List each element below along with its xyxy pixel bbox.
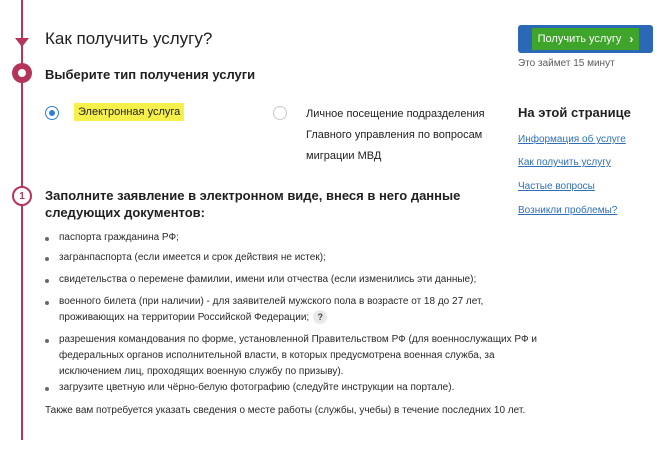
- footer-note: Также вам потребуется указать сведения о месте работы (службы, учебы) в течение последних 10 лет.: [45, 405, 526, 416]
- link-faq[interactable]: Частые вопросы: [518, 181, 595, 192]
- radio-electronic[interactable]: [45, 106, 59, 120]
- list-item: свидетельства о перемене фамилии, имени или отчества (если изменились эти данные);: [45, 272, 550, 288]
- get-service-button[interactable]: [518, 25, 653, 53]
- chevron-right-icon: ›: [629, 32, 634, 46]
- option-visit-label[interactable]: Личное посещение подразделения Главного управления по вопросам миграции МВД: [306, 108, 485, 162]
- list-item: паспорта гражданина РФ;: [45, 230, 550, 246]
- section-title-type: Выберите тип получения услуги: [45, 67, 256, 82]
- option-electronic-label[interactable]: Электронная услуга: [74, 103, 184, 121]
- link-how-to-get[interactable]: Как получить услугу: [518, 157, 611, 168]
- link-problems[interactable]: Возникли проблемы?: [518, 205, 618, 216]
- list-item: загранпаспорта (если имеется и срок действия не истек);: [45, 250, 550, 266]
- on-page-title: На этой странице: [518, 105, 631, 120]
- time-estimate: Это займет 15 минут: [518, 58, 615, 69]
- get-service-label: Получить услугу: [537, 33, 622, 45]
- page-title: Как получить услугу?: [45, 29, 213, 48]
- step-title: Заполните заявление в электронном виде, внеся в него данные следующих документов:: [45, 188, 461, 220]
- step-number: 1: [12, 186, 32, 206]
- list-item: военного билета (при наличии) - для заявителей мужского пола в возрасте от 18 до 27 лет, проживающих на территории Российской Федерации; ?: [45, 294, 550, 326]
- help-icon[interactable]: ?: [313, 310, 327, 324]
- list-item: разрешения командования по форме, установленной Правительством РФ (для военнослужащих РФ и федеральных органов исполнительной власти, в которых предусмотрена военная служба, за исключением лиц, проходящих военную службу по призыву).: [45, 332, 550, 380]
- step-dot-icon: [12, 63, 32, 83]
- arrow-down-icon: [15, 38, 29, 47]
- link-service-info[interactable]: Информация об услуге: [518, 134, 626, 145]
- list-item: загрузите цветную или чёрно-белую фотографию (следуйте инструкции на портале).: [45, 380, 550, 396]
- radio-visit[interactable]: [273, 106, 287, 120]
